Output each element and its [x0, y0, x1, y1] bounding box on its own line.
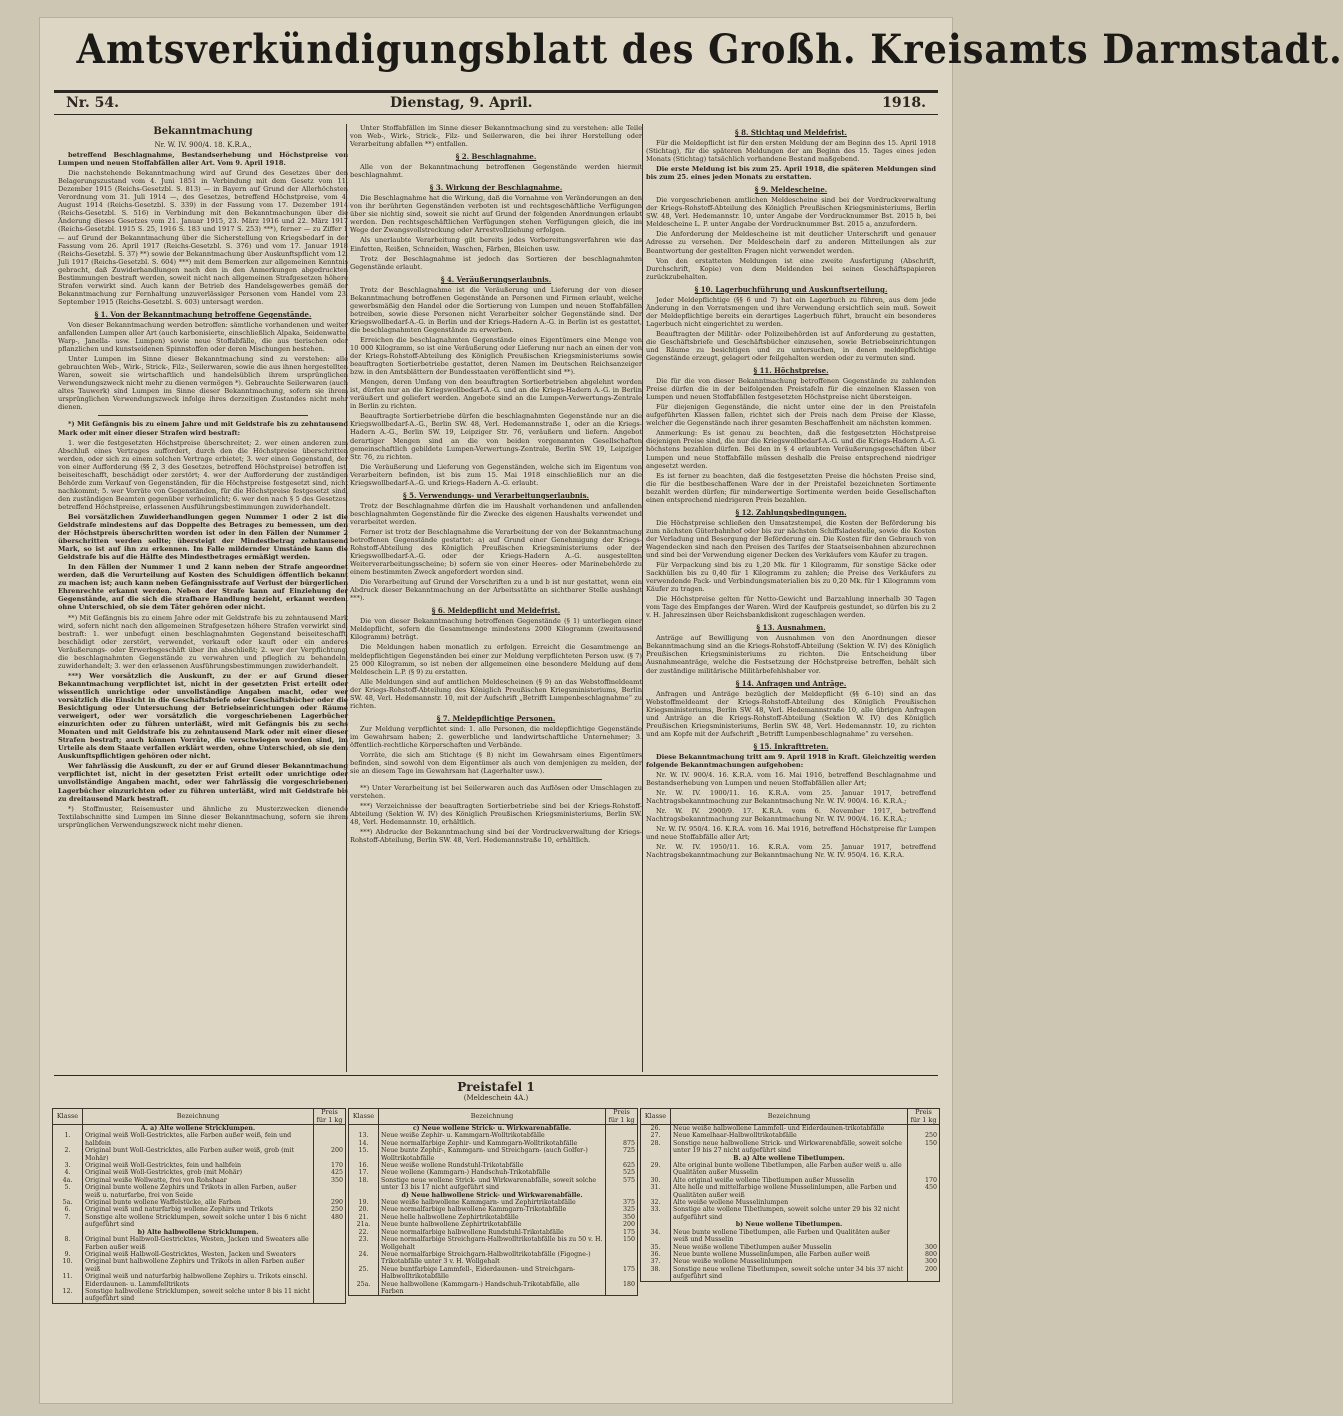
- bezeichnung-cell: d) Neue halbwollene Strick- und Wirkwarenabfälle.: [379, 1192, 606, 1199]
- table-row: [53, 1258, 346, 1273]
- table-row: [641, 1244, 940, 1251]
- paragraph: Unter Stoffabfällen im Sinne dieser Bekanntmachung sind zu verstehen: alle Teile von Web-, Wirk-, Strick-, Filz- und Seilerwaren, die bei ihrer Herstellung oder Verarbeitung abfallen **) entfallen.: [350, 124, 642, 149]
- table-row: [53, 1162, 346, 1169]
- footnote: *) Stoffmuster, Reisemuster und ähnliche zu Musterzwecken dienende Textilabschnitte sind Lumpen im Sinne dieser Bekanntmachung, sofern sie ihrem ursprünglichen Verwendungszweck nicht mehr dienen.: [58, 804, 348, 829]
- table-row: [349, 1251, 638, 1266]
- section-heading: § 9. Meldescheine.: [754, 185, 828, 195]
- paragraph: Die vorgeschriebenen amtlichen Meldescheine sind bei der Vordruckverwaltung der Kriegs-Rohstoff-Abteilung des Königlich Preußischen Kriegsministeriums, Berlin SW. 48, Verl. Hedemannstr. 10, unter Angabe der Vordrucknummer Bst. 2015 b, bei Meldescheine L. P. unter Angabe der Vordrucknummer Bst. 2015 a, anzufordern.: [646, 196, 936, 229]
- paragraph: Diese Bekanntmachung tritt am 9. April 1918 in Kraft. Gleichzeitig werden folgende Bekanntmachungen aufgehoben:: [646, 752, 936, 769]
- masthead-rule: [54, 90, 938, 93]
- klasse-cell: 11.: [53, 1273, 83, 1288]
- paragraph: Nr. W. IV. 900/4. 16. K.R.A. vom 16. Mai 1916, betreffend Beschlagnahme und Bestandserhebung von Lumpen und neuen Stoffabfällen aller Art;: [646, 770, 936, 787]
- bezeichnung-cell: Neue bunte Zephir-, Kammgarn- und Streichgarn- (auch Golfer-) Wolltrikotabfälle: [379, 1147, 606, 1162]
- bezeichnung-cell: Neue halbwollene (Kammgarn-) Handschuh-Trikotabfälle, alle Farben: [379, 1281, 606, 1296]
- footnote: 1. wer die festgesetzten Höchstpreise überschreitet; 2. wer einen anderen zum Abschluß eines Vertrages auffordert, durch den die Höchstpreise überschritten werden, oder sich zu einem solchen Vertrage erbietet; 3. wer einen Gegenstand, der von einer Aufforderung (§§ 2, 3 des Gesetzes, betreffend Höchstpreise) betroffen ist, beiseiteschafft, beschädigt oder zerstört; 4. wer der Aufforderung der zuständigen Behörde zum Verkauf von Gegenständen, für die Höchstpreise festgesetzt sind, nicht nachkommt; 5. wer Vorräte von Gegenständen, für die Höchstpreise festgesetzt sind, den zuständigen Beamten gegenüber verheimlicht; 6. wer den nach § 5 des Gesetzes, betreffend Höchstpreise, erlassenen Ausführungsbestimmungen zuwiderhandelt.: [58, 438, 348, 511]
- paragraph: Von dieser Bekanntmachung werden betroffen: sämtliche vorhandenen und weiter anfallenden Lumpen aller Art (auch karbonisierte, einschließlich Alpaka, Seidenwatte, Warp-, Janella- usw. Lumpen) sowie neue Stoffabfälle, die aus tierischen oder pflanzlichen und kunstseidenen Spinnstoffen oder deren Mischungen bestehen.: [58, 320, 348, 354]
- table-row: [641, 1266, 940, 1281]
- bezeichnung-cell: Alte helle und mittelfarbige wollene Musselinlumpen, alle Farben und Qualitäten außer weiß: [671, 1184, 908, 1199]
- bezeichnung-cell: Original bunt Woll-Gestricktes, alle Farben außer weiß, grob (mit Mohär): [83, 1147, 314, 1162]
- price-cell: 250: [908, 1132, 940, 1139]
- klasse-cell: 13.: [349, 1132, 379, 1139]
- bezeichnung-cell: Sonstige neue wollene Tibetlumpen, soweit solche unter 34 bis 37 nicht aufgeführt sind: [671, 1266, 908, 1281]
- paragraph: Die Veräußerung und Lieferung von Gegenständen, welche sich im Eigentum von Verarbeitern befinden, ist bis zum 15. Mai 1918 einschließlich nur an die Kriegswollbedarf-A.-G. und Kriegs-Hadern A.-G. erlaubt.: [350, 462, 642, 487]
- klasse-cell: [349, 1192, 379, 1199]
- paragraph: Trotz der Beschlagnahme ist jedoch das Sortieren der beschlagnahmten Gegenstände erlaubt.: [350, 254, 642, 271]
- price-cell: 250: [314, 1206, 346, 1213]
- bezeichnung-cell: Original weiß Halbwoll-Gestricktes, Westen, Jacken und Sweaters: [83, 1251, 314, 1258]
- bezeichnung-cell: Neue helle halbwollene Zephirtrikotabfälle: [379, 1214, 606, 1221]
- column-header: Bezeichnung: [379, 1109, 606, 1125]
- price-cell: [314, 1251, 346, 1258]
- bezeichnung-cell: Neue buntfarbige Lammfell-, Eiderdaunen- und Streichgarn-Halbwolltrikotabfälle: [379, 1266, 606, 1281]
- klasse-cell: [641, 1221, 671, 1228]
- price-cell: 200: [606, 1221, 638, 1228]
- bezeichnung-cell: Neue weiße wollene Musselinlumpen: [671, 1258, 908, 1265]
- price-cell: 175: [606, 1229, 638, 1236]
- price-cell: [908, 1125, 940, 1133]
- column-header: Preis für 1 kg: [314, 1109, 346, 1125]
- klasse-cell: 35.: [641, 1244, 671, 1251]
- price-cell: 290: [314, 1199, 346, 1206]
- section-heading: § 14. Anfragen und Anträge.: [735, 678, 847, 688]
- paragraph: Die Beschlagnahme hat die Wirkung, daß die Vornahme von Veränderungen an den von ihr berührten Gegenständen verboten ist und rechtsgeschäftliche Verfügungen über sie nichtig sind, soweit sie nicht auf Grund der folgenden Anordnungen erlaubt werden. Den rechtsgeschäftlichen Verfügungen stehen Verfügungen gleich, die im Wege der Zwangsvollstreckung oder Arrestvollziehung erfolgen.: [350, 194, 642, 235]
- table-section-row: [53, 1229, 346, 1236]
- price-cell: 725: [606, 1147, 638, 1162]
- paragraph: Vorräte, die sich am Stichtage (§ 8) nicht im Gewahrsam eines Eigentümers befinden, sind sowohl von dem Eigentümer als auch von demjenigen zu melden, der sie an diesem Tage im Gewahrsam hat (Lagerhalter usw.).: [350, 751, 642, 776]
- table-row: [349, 1206, 638, 1213]
- klasse-cell: 34.: [641, 1229, 671, 1244]
- paragraph: Anfragen und Anträge bezüglich der Meldepflicht (§§ 6–10) sind an das Webstoffmeldeamt der Kriegs-Rohstoff-Abteilung des Königlich Preußischen Kriegsministeriums, Berlin SW. 48, Verl. Hedemannstraße 10, alle übrigen Anfragen und Anträge an die Kriegs-Rohstoff-Abteilung (Sektion W. IV) des Königlich Preußischen Kriegsministeriums, Berlin SW. 48, Verl. Hedemannstr. 10, zu richten und am Kopfe mit der Aufschrift „Betrifft Lumpenbeschlagnahme“ zu versehen.: [646, 689, 936, 738]
- paragraph: Die Höchstpreise schließen den Umsatzstempel, die Kosten der Beförderung bis zum nächsten Güterbahnhof oder bis zur nächsten Schiffsladestelle, sowie die Kosten der Verladung und Besorgung der Beförderung ein. Die Kosten für den Gebrauch von Wagendecken sind nach den Preisen des Tarifes der Staatseisenbahnen abzurechnen und sind bei der Verwendung eigener Decken des Verkäufers vom Käufer zu tragen.: [646, 518, 936, 559]
- bezeichnung-cell: Neue bunte wollene Tibetlumpen, alle Farben und Qualitäten außer weiß und Musselin: [671, 1229, 908, 1244]
- paragraph: Die Meldungen haben monatlich zu erfolgen. Erreicht die Gesamtmenge an meldepflichtigen Gegenständen bei einer zur Meldung verpflichteten Person usw. (§ 7) 25 000 Kilogramm, so ist neben der allgemeinen eine besondere Meldung auf dem Meldeschein L.P. (§ 9) zu erstatten.: [350, 643, 642, 676]
- section-heading: § 4. Veräußerungserlaubnis.: [440, 274, 552, 284]
- table-row: [53, 1199, 346, 1206]
- section-heading: § 10. Lagerbuchführung und Auskunftserteilung.: [694, 284, 888, 294]
- klasse-cell: 25a.: [349, 1281, 379, 1296]
- bezeichnung-cell: Neue weiße Zephir- u. Kammgarn-Wolltrikotabfälle: [379, 1132, 606, 1139]
- bezeichnung-cell: Neue normalfarbige halbwollene Kammgarn-Trikotabfälle: [379, 1206, 606, 1213]
- paragraph: Die erste Meldung ist bis zum 25. April 1918, die späteren Meldungen sind bis zum 25. eines jeden Monats zu erstatten.: [646, 165, 936, 182]
- price-cell: 170: [908, 1177, 940, 1184]
- issue-line: [60, 95, 932, 113]
- section-heading: § 12. Zahlungsbedingungen.: [735, 507, 847, 517]
- footnote: **) Mit Gefängnis bis zu einem Jahre oder mit Geldstrafe bis zu zehntausend Mark wird, sofern nicht nach den allgemeinen Strafgesetzen höhere Strafen verwirkt sind, bestraft: 1. wer unbefugt einen beschlagnahmten Gegenstand beiseiteschafft, beschädigt oder zerstört, verwendet, verkauft oder kauft oder ein anderes Veräußerungs- oder Erwerbsgeschäft über ihn abschließt; 2. wer der Verpflichtung, die beschlagnahmten Gegenstände zu verwahren und pfleglich zu behandeln, zuwiderhandelt; 3. wer den erlassenen Ausführungsbestimmungen zuwiderhandelt.: [58, 613, 348, 670]
- paragraph: Die Höchstpreise gelten für Netto-Gewicht und Barzahlung innerhalb 30 Tagen vom Tage des Empfanges der Waren. Wird der Kaufpreis gestundet, so dürfen bis zu 2 v. H. Jahreszinsen über Reichsbankdiskont zugeschlagen werden.: [646, 595, 936, 620]
- price-cell: [908, 1155, 940, 1162]
- price-cell: 150: [606, 1236, 638, 1251]
- bezeichnung-cell: Neue bunte wollene Musselinlumpen, alle Farben außer weiß: [671, 1251, 908, 1258]
- column-header: Klasse: [641, 1109, 671, 1125]
- price-cell: [606, 1251, 638, 1266]
- price-cell: [908, 1229, 940, 1244]
- column-2: [350, 124, 642, 1072]
- paragraph: Nr. W. IV. 950/4. 16. K.R.A. vom 16. Mai 1916, betreffend Höchstpreise für Lumpen und neue Stoffabfälle aller Art;: [646, 825, 936, 842]
- klasse-cell: 27.: [641, 1132, 671, 1139]
- paragraph: Alle von der Bekanntmachung betroffenen Gegenstände werden hiermit beschlagnahmt.: [350, 163, 642, 180]
- paragraph: Für diejenigen Gegenstände, die nicht unter eine der in den Preistafeln aufgeführten Klassen fallen, richtet sich der Preis nach dem Preise der Klasse, welcher die Gegenstände nach ihrer gesamten Beschaffenheit am nächsten kommen.: [646, 403, 936, 428]
- price-cell: 200: [314, 1147, 346, 1162]
- table-row: [53, 1184, 346, 1199]
- klasse-cell: 5.: [53, 1184, 83, 1199]
- column-header: Preis für 1 kg: [908, 1109, 940, 1125]
- table-row: [641, 1229, 940, 1244]
- table-section-row: [641, 1155, 940, 1162]
- paragraph: Beauftragten der Militär- oder Polizeibehörden ist auf Anforderung zu gestatten, die Geschäftsbriefe und Geschäftsbücher einzusehen, sowie Betriebseinrichtungen und Räume zu besichtigen und zu untersuchen, in denen meldepflichtige Gegenstände erzeugt, gelagert oder feilgehalten werden oder zu vermuten sind.: [646, 329, 936, 363]
- bezeichnung-cell: Neue normalfarbige Streichgarn-Halbwolltrikotabfälle (Figogne-) Trikotabfälle unter 3 v. H. Wollgehalt: [379, 1251, 606, 1266]
- table-row: [641, 1132, 940, 1139]
- bezeichnung-cell: Neue normalfarbige Zephir- und Kammgarn-Wolltrikotabfälle: [379, 1140, 606, 1147]
- klasse-cell: [53, 1125, 83, 1133]
- price-cell: 625: [606, 1162, 638, 1169]
- bezeichnung-cell: b) Alte halbwollene Stricklumpen.: [83, 1229, 314, 1236]
- paragraph: Nr. W. IV. 1900/11. 16. K.R.A. vom 25. Januar 1917, betreffend Nachtragsbekanntmachung zur Bekanntmachung Nr. W. IV. 900/4. 16. K.R.A.;: [646, 789, 936, 806]
- klasse-cell: 25.: [349, 1266, 379, 1281]
- klasse-cell: 4.: [53, 1169, 83, 1176]
- bezeichnung-cell: Original weiße Wollwatte, frei von Rohshaar: [83, 1177, 314, 1184]
- price-cell: [314, 1132, 346, 1147]
- klasse-cell: 37.: [641, 1258, 671, 1265]
- paragraph: Für Verpackung sind bis zu 1,20 Mk. für 1 Kilogramm, für sonstige Säcke oder Sackhüllen bis zu 0,40 für 1 Kilogramm zu zahlen; die Preise des Verkäufers zu verwendende Pack- und Verbindungsmaterialien bis zu 0,20 Mk. für 1 Kilogramm vom Käufer zu tragen.: [646, 561, 936, 594]
- table-row: [53, 1147, 346, 1162]
- bezeichnung-cell: B. a) Alte wollene Tibetlumpen.: [671, 1155, 908, 1162]
- table-row: [349, 1199, 638, 1206]
- table-section-row: [349, 1125, 638, 1133]
- price-cell: [606, 1132, 638, 1139]
- price-cell: 200: [908, 1266, 940, 1281]
- table-row: [349, 1140, 638, 1147]
- table-row: [349, 1281, 638, 1296]
- klasse-cell: 32.: [641, 1199, 671, 1206]
- bezeichnung-cell: Alte original weiße wollene Tibetlumpen außer Musselin: [671, 1177, 908, 1184]
- bezeichnung-cell: Neue weiße halbwollene Kammgarn- und Zephirtrikotabfälle: [379, 1199, 606, 1206]
- klasse-cell: 14.: [349, 1140, 379, 1147]
- klasse-cell: 21a.: [349, 1221, 379, 1228]
- bezeichnung-cell: Neue weiße wollene Rundstuhl-Trikotabfälle: [379, 1162, 606, 1169]
- footnote: Wer fahrlässig die Auskunft, zu der er auf Grund dieser Bekanntmachung verpflichtet ist, nicht in der gesetzten Frist erteilt oder unrichtige oder unvollständige Angaben macht, oder wer fahrlässig die vorgeschriebenen Lagerbücher einzurichten oder zu führen unterläßt, wird mit Geldstrafe bis zu dreitausend Mark bestraft.: [58, 762, 348, 803]
- price-cell: 300: [908, 1258, 940, 1265]
- price-cell: [314, 1125, 346, 1133]
- bezeichnung-cell: Original weiß und naturfarbig halbwollene Zephirs u. Trikots einschl. Eiderdaunen- u. Lammfelltrikots: [83, 1273, 314, 1288]
- footnote-rule: [390, 779, 602, 780]
- klasse-cell: 38.: [641, 1266, 671, 1281]
- bezeichnung-cell: Original bunt halbwollene Zephirs und Trikots in allen Farben außer weiß: [83, 1258, 314, 1273]
- footnote: **) Unter Verarbeitung ist bei Seilerwaren auch das Auflösen oder Umschlagen zu verstehen.: [350, 784, 642, 801]
- klasse-cell: 19.: [349, 1199, 379, 1206]
- price-cell: 180: [606, 1281, 638, 1296]
- klasse-cell: 1.: [53, 1132, 83, 1147]
- klasse-cell: 36.: [641, 1251, 671, 1258]
- klasse-cell: 9.: [53, 1251, 83, 1258]
- klasse-cell: 12.: [53, 1288, 83, 1303]
- footnote: In den Fällen der Nummer 1 und 2 kann neben der Strafe angeordnet werden, daß die Verurteilung auf Kosten des Schuldigen öffentlich bekannt zu machen ist; auch kann neben Gefängnisstrafe auf Verlust der bürgerlichen Ehrenrechte erkannt werden. Neben der Strafe kann auf Einziehung der Gegenstände, auf die sich die strafbare Handlung bezieht, erkannt werden, ohne Unterschied, ob sie dem Täter gehören oder nicht.: [58, 563, 348, 612]
- price-cell: 450: [908, 1184, 940, 1199]
- klasse-cell: 2.: [53, 1147, 83, 1162]
- table-row: [641, 1206, 940, 1221]
- paragraph: Trotz der Beschlagnahme ist die Veräußerung und Lieferung der von dieser Bekanntmachung betroffenen Gegenstände an Personen und Firmen erlaubt, welche gewerbsmäßig den Handel oder die Sortierung von Lumpen und neuen Stoffabfällen betreiben, sowie diese Personen nicht Verarbeiter solcher Gegenstände sind. Der Kriegswollbedarf-A.-G. in Berlin und der Kriegs-Hadern A.-G. in Berlin ist es gestattet, die beschlagnahmten Gegenstände zu erwerben.: [350, 285, 642, 334]
- paragraph: Für die Meldepflicht ist für den ersten Meldung der am Beginn des 15. April 1918 (Stichtag), für die späteren Meldungen der am Beginn des 15. Tages eines jeden Monats (Stichtag) tatsächlich vorhandene Bestand maßgebend.: [646, 139, 936, 164]
- klasse-cell: 29.: [641, 1162, 671, 1177]
- klasse-cell: 10.: [53, 1258, 83, 1273]
- price-cell: 800: [908, 1251, 940, 1258]
- announcement-title: Bekanntmachung: [153, 126, 253, 137]
- klasse-cell: [53, 1229, 83, 1236]
- table-row: [53, 1273, 346, 1288]
- price-cell: [314, 1184, 346, 1199]
- column-header: Bezeichnung: [83, 1109, 314, 1125]
- bezeichnung-cell: A. a) Alte wollene Stricklumpen.: [83, 1125, 314, 1133]
- bezeichnung-cell: Neue normalfarbige Streichgarn-Halbwolltrikotabfälle bis zu 50 v. H. Wollgehalt: [379, 1236, 606, 1251]
- bezeichnung-cell: Sonstige alte wollene Tibetlumpen, soweit solche unter 29 bis 32 nicht aufgeführt sind: [671, 1206, 908, 1221]
- section-heading: § 2. Beschlagnahme.: [455, 152, 537, 162]
- price-table-rule: [54, 1075, 938, 1076]
- table-row: [53, 1206, 346, 1213]
- paragraph: Beauftragte Sortierbetriebe dürfen die beschlagnahmten Gegenstände nur an die Kriegswollbedarf-A.-G., Berlin SW. 48, Verl. Hedemannstraße 1, oder an die Kriegs-Hadern A.-G., Berlin SW. 19, Leipziger Str. 76, veräußern und liefern. Angebot derartiger Mengen sind an die von beiden vorgenannten Gesellschaften gemeinschaftlich gebildete Lumpen-Verwertungs-Zentrale, Berlin SW. 19, Leipziger Str. 76, zu richten.: [350, 412, 642, 461]
- section-heading: § 6. Meldepflicht und Meldefrist.: [431, 606, 561, 616]
- klasse-cell: 22.: [349, 1229, 379, 1236]
- footnote-rule: [98, 415, 308, 416]
- paragraph: Nr. W. IV. 2900/9. 17. K.R.A. vom 6. November 1917, betreffend Nachtragsbekanntmachung zur Bekanntmachung Nr. W. IV. 900/4. 16. K.R.A.;: [646, 807, 936, 824]
- paragraph: Die Anforderung der Meldescheine ist mit deutlicher Unterschrift und genauer Adresse zu versehen. Der Meldeschein darf zu anderen Mitteilungen als zur Beantwortung der gestellten Fragen nicht verwendet werden.: [646, 230, 936, 255]
- table-row: [349, 1236, 638, 1251]
- price-cell: 375: [606, 1199, 638, 1206]
- klasse-cell: 3.: [53, 1162, 83, 1169]
- table-row: [349, 1266, 638, 1281]
- section-heading: § 1. Von der Bekanntmachung betroffene Gegenstände.: [94, 309, 312, 319]
- section-heading: § 8. Stichtag und Meldefrist.: [735, 128, 847, 137]
- table-row: [641, 1199, 940, 1206]
- klasse-cell: 18.: [349, 1177, 379, 1192]
- klasse-cell: 26.: [641, 1125, 671, 1133]
- bezeichnung-cell: Original bunte wollene Waffelstücke, alle Farben: [83, 1199, 314, 1206]
- price-cell: [606, 1125, 638, 1133]
- bezeichnung-cell: Sonstige halbwollene Stricklumpen, soweit solche unter 8 bis 11 nicht aufgeführt sind: [83, 1288, 314, 1303]
- section-heading: § 13. Ausnahmen.: [756, 623, 826, 633]
- klasse-cell: 5a.: [53, 1199, 83, 1206]
- paragraph: Nr. W. IV. 1950/11. 16. K.R.A. vom 25. Januar 1917, betreffend Nachtragsbekanntmachung zur Bekanntmachung Nr. W. IV. 950/4. 16. K.R.A.: [646, 843, 936, 860]
- klasse-cell: 15.: [349, 1147, 379, 1162]
- bezeichnung-cell: Alte weiße wollene Musselinlumpen: [671, 1199, 908, 1206]
- column-header: Preis für 1 kg: [606, 1109, 638, 1125]
- table-row: [53, 1169, 346, 1176]
- section-heading: § 3. Wirkung der Beschlagnahme.: [429, 183, 563, 193]
- paragraph: Anträge auf Bewilligung von Ausnahmen von den Anordnungen dieser Bekanntmachung sind an die Kriegs-Rohstoff-Abteilung (Sektion W. IV) des Königlich Preußischen Kriegsministeriums zu richten. Die Entscheidung über Ausnahmeanträge, welche die Festsetzung der Höchstpreise betreffen, behält sich der zuständige militärische Militärbefehlshaber vor.: [646, 634, 936, 675]
- footnote: Bei vorsätzlichen Zuwiderhandlungen gegen Nummer 1 oder 2 ist die Geldstrafe mindestens auf das Doppelte des Betrages zu bemessen, um den der Höchstpreis überschritten worden ist oder in den Fällen der Nummer 2 überschritten werden sollte; übersteigt der Mindestbetrag zehntausend Mark, so ist auf ihn zu erkennen. Im Falle mildernder Umstände kann die Geldstrafe bis auf die Hälfte des Mindestbetrages ermäßigt werden.: [58, 512, 348, 562]
- price-cell: [314, 1288, 346, 1303]
- paragraph: Zur Meldung verpflichtet sind: 1. alle Personen, die meldepflichtige Gegenstände im Gewahrsam haben; 2. gewerbliche und landwirtschaftliche Unternehmer; 3. öffentlich-rechtliche Körperschaften und Verbände.: [350, 724, 642, 749]
- klasse-cell: 6.: [53, 1206, 83, 1213]
- table-section-row: [349, 1192, 638, 1199]
- issue-rule: [54, 114, 938, 115]
- klasse-cell: 20.: [349, 1206, 379, 1213]
- bezeichnung-cell: Neue weiße halbwollene Lammfell- und Eiderdaunen-trikotabfälle: [671, 1125, 908, 1133]
- price-cell: 525: [606, 1169, 638, 1176]
- bezeichnung-cell: Original bunt Halbwoll-Gestricktes, Westen, Jacken und Sweaters alle Farben außer weiß: [83, 1236, 314, 1251]
- table-row: [53, 1177, 346, 1184]
- paragraph: Erreichen die beschlagnahmten Gegenstände eines Eigentümers eine Menge von 10 000 Kilogramm, so ist eine Veräußerung oder Lieferung nur nach an einen der von der Kriegs-Rohstoff-Abteilung des Königlich Preußischen Kriegsministeriums sowie beauftragten Sortierbetriebe gestattet, deren Namen im Deutschen Reichsanzeiger bzw. in den Amtsblättern der Bundesstaaten veröffentlicht sind **).: [350, 335, 642, 377]
- price-cell: [314, 1229, 346, 1236]
- table-row: [349, 1147, 638, 1162]
- paragraph: Die nachstehende Bekanntmachung wird auf Grund des Gesetzes über den Belagerungszustand vom 4. Juni 1851 in Verbindung mit dem Gesetz vom 11. Dezember 1915 (Reichs-Gesetzbl. S. 813) — in Bayern auf Grund der Allerhöchsten Verordnung vom 31. Juli 1914 —, des Gesetzes, betreffend Höchstpreise, vom 4. August 1914 (Reichs-Gesetzbl. S. 339) in der Fassung vom 17. Dezember 1914 (Reichs-Gesetzbl. S. 516) in Verbindung mit den Bekanntmachungen über die Änderung dieses Gesetzes vom 21. Januar 1915, 23. März 1916 und 22. März 1917 (Reichs-Gesetzbl. 1915 S. 25, 1916 S. 183 und 1917 S. 253) ***), ferner — zu Ziffer 1 — auf Grund der Bekanntmachung über die Sicherstellung von Kriegsbedarf in der Fassung vom 26. April 1917 (Reichs-Gesetzbl. S. 376) und vom 17. Januar 1918 (Reichs-Gesetzbl. S. 37) **) sowie der Bekanntmachung über Auskunftspflicht vom 12. Juli 1917 (Reichs-Gesetzbl. S. 604) ***) mit dem Bemerken zur allgemeinen Kenntnis gebracht, daß Zuwiderhandlungen nach den in den Anmerkungen abgedruckten Bestimmungen bestraft werden, soweit nicht nach allgemeinen Strafgesetzen höhere Strafen verwirkt sind. Auch kann der Betrieb des Handelsgewerbes gemäß der Bekanntmachung zur Fernhaltung unzuverlässiger Personen vom Handel vom 23. September 1915 (Reichs-Gesetzbl. S. 603) untersagt werden.: [58, 169, 348, 306]
- paragraph: Die Verarbeitung auf Grund der Vorschriften zu a und b ist nur gestattet, wenn ein Abdruck dieser Bekanntmachung an der Arbeitsstätte an sichtbarer Stelle aushängt ***).: [350, 578, 642, 603]
- footnote: *) Mit Gefängnis bis zu einem Jahre und mit Geldstrafe bis zu zehntausend Mark oder mit einer dieser Strafen wird bestraft:: [58, 420, 348, 437]
- bezeichnung-cell: Neue wollene (Kammgarn-) Handschuh-Trikotabfälle: [379, 1169, 606, 1176]
- footnote: ***) Abdrucke der Bekanntmachung sind bei der Vordruckverwaltung der Kriegs-Rohstoff-Abteilung, Berlin SW. 48, Verl. Hedemannstraße 10, erhältlich.: [350, 828, 642, 845]
- price-cell: [908, 1199, 940, 1206]
- paragraph: Anmerkung: Es ist genau zu beachten, daß die festgesetzten Höchstpreise diejenigen Preise sind, die nur die Kriegswollbedarf-A.-G. und die Kriegs-Hadern A.-G. höchstens bezahlen dürfen. Bei den in § 4 erlaubten Veräußerungsgeschäften über Lumpen und neue Stoffabfälle müssen deshalb die Preise entsprechend niedriger angesetzt werden.: [646, 429, 936, 470]
- klasse-cell: 17.: [349, 1169, 379, 1176]
- klasse-cell: [349, 1125, 379, 1133]
- price-cell: 425: [314, 1169, 346, 1176]
- klasse-cell: 16.: [349, 1162, 379, 1169]
- price-cell: 170: [314, 1162, 346, 1169]
- table-row: [53, 1236, 346, 1251]
- table-row: [349, 1162, 638, 1169]
- price-cell: [908, 1162, 940, 1177]
- paragraph: Die von dieser Bekanntmachung betroffenen Gegenstände (§ 1) unterliegen einer Meldepflicht, sofern die Gesamtmenge mindestens 2000 Kilogramm (zweitausend Kilogramm) beträgt.: [350, 617, 642, 642]
- column-1: [58, 124, 348, 1072]
- price-cell: [314, 1258, 346, 1273]
- table-row: [349, 1132, 638, 1139]
- price-cell: 480: [314, 1214, 346, 1229]
- price-cell: 350: [606, 1214, 638, 1221]
- bezeichnung-cell: Neue Kamelhaar-Halbwolltrikotabfälle: [671, 1132, 908, 1139]
- table-row: [641, 1258, 940, 1265]
- table-row: [53, 1132, 346, 1147]
- price-cell: [908, 1221, 940, 1228]
- price-cell: 175: [606, 1266, 638, 1281]
- klasse-cell: 30.: [641, 1177, 671, 1184]
- klasse-cell: 31.: [641, 1184, 671, 1199]
- paragraph: Trotz der Beschlagnahme dürfen die im Haushalt vorhandenen und anfallenden beschlagnahmten Gegenstände für die Zwecke des eigenen Haushalts verwendet und verarbeitet werden.: [350, 501, 642, 526]
- table-row: [641, 1140, 940, 1155]
- klasse-cell: [641, 1155, 671, 1162]
- price-cell: 875: [606, 1140, 638, 1147]
- bezeichnung-cell: Original weiß Woll-Gestricktes, grob (mit Mohär): [83, 1169, 314, 1176]
- issue-date: Dienstag, 9. April.: [390, 95, 533, 111]
- price-table-subtitle: (Meldeschein 4A.): [463, 1094, 529, 1102]
- paragraph: Von den erstatteten Meldungen ist eine zweite Ausfertigung (Abschrift, Durchschrift, Kopie) von dem Meldenden bei seinen Geschäftspapieren zurückzubehalten.: [646, 256, 936, 281]
- bezeichnung-cell: Neue normalfarbige halbwollene Rundstuhl-Trikotabfälle: [379, 1229, 606, 1236]
- paragraph: Alle Meldungen sind auf amtlichen Meldescheinen (§ 9) an das Webstoffmeldeamt der Kriegs-Rohstoff-Abteilung des Königlich Preußischen Kriegsministeriums, Berlin SW. 48, Verl. Hedemannstr. 10, mit der Aufschrift „Betrifft Lumpenbeschlagnahme“ zu richten.: [350, 677, 642, 710]
- bezeichnung-cell: Sonstige alte wollene Stricklumpen, soweit solche unter 1 bis 6 nicht aufgeführt sind: [83, 1214, 314, 1229]
- bezeichnung-cell: Sonstige neue wollene Strick- und Wirkwarenabfälle, soweit solche unter 13 bis 17 nicht aufgeführt sind: [379, 1177, 606, 1192]
- table-row: [53, 1251, 346, 1258]
- bezeichnung-cell: Original weiß und naturfarbig wollene Zephirs und Trikots: [83, 1206, 314, 1213]
- bezeichnung-cell: Alte original bunte wollene Tibetlumpen, alle Farben außer weiß u. alle Qualitäten außer Musselin: [671, 1162, 908, 1177]
- column-3: [646, 124, 936, 1072]
- klasse-cell: 33.: [641, 1206, 671, 1221]
- klasse-cell: 4a.: [53, 1177, 83, 1184]
- paragraph: Als unerlaubte Verarbeitung gilt bereits jedes Vorbereitungsverfahren wie das Einfetten, Reißen, Schneiden, Waschen, Färben, Bleichen usw.: [350, 236, 642, 253]
- paragraph: Unter Lumpen im Sinne dieser Bekanntmachung sind zu verstehen: alle gebrauchten Web-, Wirk-, Strick-, Filz-, Seilerwaren, sowie die aus ihnen hergestellten Waren, soweit sie wirtschaftlich und handelsüblich ihrem ursprünglichen Verwendungszweck nicht mehr zu dienen vermögen *). Gebrauchte Seilerwaren (auch altes Tauwerk) sind Lumpen im Sinne dieser Bekanntmachung, sofern sie ihrem ursprünglichen Verwendungszweck infolge ihres derzeitigen Zustandes nicht mehr dienen.: [58, 355, 348, 412]
- price-cell: 300: [908, 1244, 940, 1251]
- table-row: [53, 1288, 346, 1303]
- paragraph: Ferner ist trotz der Beschlagnahme die Verarbeitung der von der Bekanntmachung betroffenen Gegenstände gestattet: a) auf Grund einer Genehmigung der Kriegs-Rohstoff-Abteilung des Königlich Preußischen Kriegsministeriums oder der Kriegswollbedarf-A.-G. oder der Kriegs-Hadern A.-G. ausgestellten Weiterverarbeitungsscheine; b) sofern sie von einer Heeres- oder Marinebehörde zu einem bestimmten Zweck angefordert worden sind.: [350, 527, 642, 577]
- klasse-cell: 21.: [349, 1214, 379, 1221]
- issue-number: Nr. 54.: [66, 95, 119, 111]
- klasse-cell: 7.: [53, 1214, 83, 1229]
- section-heading: § 5. Verwendungs- und Verarbeitungserlaubnis.: [403, 490, 589, 500]
- section-heading: § 7. Meldepflichtige Personen.: [436, 713, 556, 723]
- table-row: [641, 1177, 940, 1184]
- price-cell: [606, 1192, 638, 1199]
- table-row: [53, 1214, 346, 1229]
- price-table-right: [640, 1108, 940, 1282]
- price-cell: 575: [606, 1177, 638, 1192]
- price-cell: 150: [908, 1140, 940, 1155]
- column-header: Klasse: [53, 1109, 83, 1125]
- bezeichnung-cell: Neue bunte halbwollene Zephirtrikotabfälle: [379, 1221, 606, 1228]
- klasse-cell: 8.: [53, 1236, 83, 1251]
- price-table-title: Preistafel 1: [457, 1080, 535, 1094]
- announcement-reference: Nr. W. IV. 900/4. 18. K.R.A.,: [154, 141, 252, 149]
- price-cell: [314, 1236, 346, 1251]
- column-divider: [642, 124, 643, 1072]
- bezeichnung-cell: Original bunte wollene Zephirs und Trikots in allen Farben, außer weiß u. naturfarbe, frei von Seide: [83, 1184, 314, 1199]
- price-table-middle: [348, 1108, 638, 1296]
- table-row: [349, 1169, 638, 1176]
- bezeichnung-cell: b) Neue wollene Tibetlumpen.: [671, 1221, 908, 1228]
- table-row: [349, 1229, 638, 1236]
- table-row: [349, 1221, 638, 1228]
- table-section-row: [641, 1221, 940, 1228]
- price-table-left: [52, 1108, 346, 1304]
- section-heading: § 15. Inkrafttreten.: [753, 741, 829, 751]
- footnote: ***) Verzeichnisse der beauftragten Sortierbetriebe sind bei der Kriegs-Rohstoff-Abteilung (Sektion W. IV) des Königlich Preußischen Kriegsministeriums, Berlin SW. 48, Verl. Hedemannstr. 10, erhältlich.: [350, 802, 642, 827]
- table-row: [641, 1162, 940, 1177]
- paragraph: Mengen, deren Umfang von den beauftragten Sortierbetrieben abgelehnt worden ist, dürfen nur an die Kriegswollbedarf-A.-G. und an die Kriegs-Hadern A.-G. in Berlin veräußert und geliefert werden. Angebote sind an die Lumpen-Verwertungs-Zentrale in Berlin zu richten.: [350, 378, 642, 411]
- bezeichnung-cell: Original weiß Woll-Gestricktes, fein und halbfein: [83, 1162, 314, 1169]
- price-cell: 350: [314, 1177, 346, 1184]
- column-header: Klasse: [349, 1109, 379, 1125]
- issue-year: 1918.: [882, 95, 926, 111]
- column-header: Bezeichnung: [671, 1109, 908, 1125]
- price-cell: 325: [606, 1206, 638, 1213]
- section-heading: § 11. Höchstpreise.: [753, 366, 829, 376]
- newspaper-page: [40, 18, 1343, 1403]
- table-row: [641, 1125, 940, 1133]
- price-cell: [908, 1206, 940, 1221]
- masthead-title: Amtsverkündigungsblatt des Großh. Kreisamts Darmstadt.: [76, 26, 1343, 73]
- paragraph: Jeder Meldepflichtige (§§ 6 und 7) hat ein Lagerbuch zu führen, aus dem jede Änderung in den Vorratsmengen und ihre Verwendung ersichtlich sein muß. Soweit der Meldepflichtige bereits ein derartiges Lagerbuch führt, braucht ein besonderes Lagerbuch nicht eingerichtet zu werden.: [646, 295, 936, 328]
- table-row: [349, 1177, 638, 1192]
- bezeichnung-cell: Original weiß Woll-Gestricktes, alle Farben außer weiß, fein und halbfein: [83, 1132, 314, 1147]
- table-row: [641, 1251, 940, 1258]
- bezeichnung-cell: c) Neue wollene Strick- u. Wirkwarenabfälle.: [379, 1125, 606, 1133]
- table-section-row: [53, 1125, 346, 1133]
- price-cell: [314, 1273, 346, 1288]
- table-row: [349, 1214, 638, 1221]
- paragraph: Es ist ferner zu beachten, daß die festgesetzten Preise die höchsten Preise sind, die für die bestbeschaffenen Ware der in der Preistafel bezeichneten Sortimente bezahlt werden dürfen; für minderwertige Sortimente werden beide Gesellschaften einen entsprechend niedrigeren Preis bezahlen.: [646, 471, 936, 504]
- paragraph: Die für die von dieser Bekanntmachung betroffenen Gegenstände zu zahlenden Preise dürfen die in der beifolgenden Preistafeln für die einzelnen Klassen von Lumpen und neuen Stoffabfällen festgesetzten Höchstpreise nicht übersteigen.: [646, 377, 936, 402]
- klasse-cell: 23.: [349, 1236, 379, 1251]
- table-row: [641, 1184, 940, 1199]
- footnote: ***) Wer vorsätzlich die Auskunft, zu der er auf Grund dieser Bekanntmachung verpflichtet ist, nicht in der gesetzten Frist erteilt oder wissentlich unrichtige oder unvollständige Angaben macht, oder wer vorsätzlich die Einsicht in die Geschäftsbriefe oder Geschäftsbücher oder die Besichtigung oder Untersuchung der Betriebseinrichtungen oder Räume verweigert, oder wer vorsätzlich die vorgeschriebenen Lagerbücher einzurichten oder zu führen unterläßt, wird mit Gefängnis bis zu sechs Monaten und mit Geldstrafe bis zu zehntausend Mark oder mit einer dieser Strafen bestraft; auch können Vorräte, die verschwiegen worden sind, im Urteile als dem Staate verfallen erklärt werden, ohne Unterschied, ob sie dem Auskunftspflichtigen gehören oder nicht.: [58, 671, 348, 761]
- bezeichnung-cell: Neue weiße wollene Tibetlumpen außer Musselin: [671, 1244, 908, 1251]
- klasse-cell: 24.: [349, 1251, 379, 1266]
- announcement-subject: betreffend Beschlagnahme, Bestandserhebung und Höchstpreise von Lumpen und neuen Stoffabfällen aller Art. Vom 9. April 1918.: [58, 151, 348, 168]
- bezeichnung-cell: Sonstige neue halbwollene Strick- und Wirkwarenabfälle, soweit solche unter 19 bis 27 nicht aufgeführt sind: [671, 1140, 908, 1155]
- klasse-cell: 28.: [641, 1140, 671, 1155]
